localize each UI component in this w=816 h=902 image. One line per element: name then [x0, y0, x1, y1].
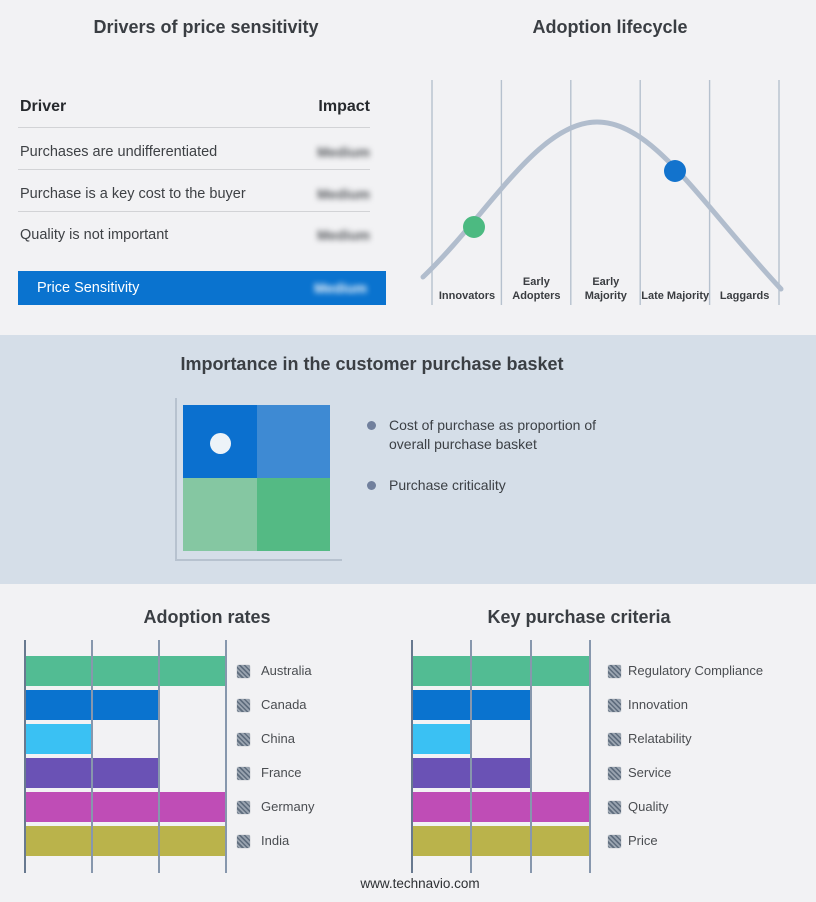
legend-label-service: Service [628, 765, 672, 780]
legend-label-germany: Germany [261, 799, 315, 814]
adoption-rates-chart [25, 640, 385, 873]
list-item [367, 416, 647, 454]
bullet-text: Purchase criticality [389, 477, 506, 493]
price-sensitivity-row [18, 271, 386, 305]
stage-label-innovators: Innovators [438, 290, 496, 303]
bar-service [413, 758, 532, 788]
legend-swatch-icon [608, 767, 621, 780]
legend-swatch-icon [608, 733, 621, 746]
bar-australia [26, 656, 227, 686]
column-header-driver: Driver [20, 98, 67, 115]
impact-cell-redacted: Medium [317, 227, 370, 243]
legend-swatch-icon [608, 835, 621, 848]
bar-china [26, 724, 93, 754]
gridline [589, 640, 591, 873]
legend-swatch-icon [237, 665, 250, 678]
bar-germany [26, 792, 227, 822]
bar-india [26, 826, 227, 856]
gridline [470, 640, 472, 873]
legend-label-quality: Quality [628, 799, 669, 814]
legend-label-india: India [261, 833, 290, 848]
legend-swatch-icon [237, 699, 250, 712]
impact-cell-redacted: Medium [317, 186, 370, 202]
adoption-curve [423, 122, 781, 289]
gridline [91, 640, 93, 873]
legend-swatch-icon [608, 801, 621, 814]
quadrant-bottom-left [183, 478, 257, 551]
quadrant-top-right [257, 405, 331, 478]
divider [18, 127, 370, 128]
table-header-row [20, 95, 370, 119]
table-row [20, 222, 370, 248]
divider [18, 169, 370, 170]
legend-label-innovation: Innovation [628, 697, 688, 712]
bar-quality [413, 792, 591, 822]
impact-cell-redacted: Medium [317, 144, 370, 160]
gridline [530, 640, 532, 873]
position-marker-dot [210, 433, 231, 454]
legend-swatch-icon [237, 801, 250, 814]
adoption-lifecycle-chart [408, 0, 816, 335]
stage-label-laggards: Laggards [719, 290, 770, 303]
adoption-rates-title: Adoption rates [143, 607, 271, 627]
matrix-x-axis [175, 559, 342, 561]
legend-swatch-icon [237, 835, 250, 848]
divider [18, 211, 370, 212]
late-majority-marker-dot [664, 160, 686, 182]
driver-cell: Purchase is a key cost to the buyer [20, 186, 246, 202]
drivers-table-title: Drivers of price sensitivity [93, 17, 319, 37]
table-row [20, 181, 370, 207]
driver-cell: Price Sensitivity [37, 280, 140, 296]
gridline [158, 640, 160, 873]
table-row [20, 139, 370, 165]
list-item [367, 476, 647, 495]
legend-swatch-icon [608, 665, 621, 678]
legend-label-france: France [261, 765, 302, 780]
purchase-basket-matrix [183, 405, 330, 551]
legend-label-regulatory-compliance: Regulatory Compliance [628, 663, 764, 678]
bar-france [26, 758, 160, 788]
bullet-text: Cost of purchase as proportion of overall purchase basket [389, 417, 597, 452]
matrix-y-axis [175, 398, 177, 561]
driver-cell: Purchases are undifferentiated [20, 144, 218, 160]
purchase-basket-title: Importance in the customer purchase basket [180, 354, 564, 374]
purchase-basket-bullets [367, 416, 647, 517]
legend-label-china: China [261, 731, 295, 746]
quadrant-bottom-right [257, 478, 331, 551]
bar-innovation [413, 690, 532, 720]
drivers-table [18, 95, 386, 307]
legend-swatch-icon [237, 767, 250, 780]
legend-swatch-icon [608, 699, 621, 712]
key-purchase-criteria-chart [412, 640, 792, 873]
innovators-marker-dot [463, 216, 485, 238]
bar-regulatory-compliance [413, 656, 591, 686]
legend-label-canada: Canada [261, 697, 307, 712]
y-axis-line [24, 640, 26, 873]
y-axis-line [411, 640, 413, 873]
legend-label-relatability: Relatability [628, 731, 692, 746]
gridline [225, 640, 227, 873]
footer-url: www.technavio.com [360, 876, 480, 891]
key-purchase-criteria-title: Key purchase criteria [487, 607, 671, 627]
column-header-impact: Impact [318, 98, 370, 115]
stage-label-early-majority: Early Majority [584, 275, 627, 303]
legend-label-price: Price [628, 833, 658, 848]
bullet-icon [367, 481, 376, 490]
legend-label-australia: Australia [261, 663, 312, 678]
purchase-basket-section [0, 335, 816, 584]
stage-label-early-adopters: Early Adopters [512, 275, 561, 303]
stage-label-late-majority: Late Majority [641, 290, 710, 303]
impact-cell-redacted: Medium [314, 280, 367, 296]
legend-swatch-icon [237, 733, 250, 746]
bar-relatability [413, 724, 472, 754]
bullet-icon [367, 421, 376, 430]
bar-price [413, 826, 591, 856]
driver-cell: Quality is not important [20, 227, 169, 243]
lifecycle-title: Adoption lifecycle [532, 17, 688, 37]
bar-canada [26, 690, 160, 720]
